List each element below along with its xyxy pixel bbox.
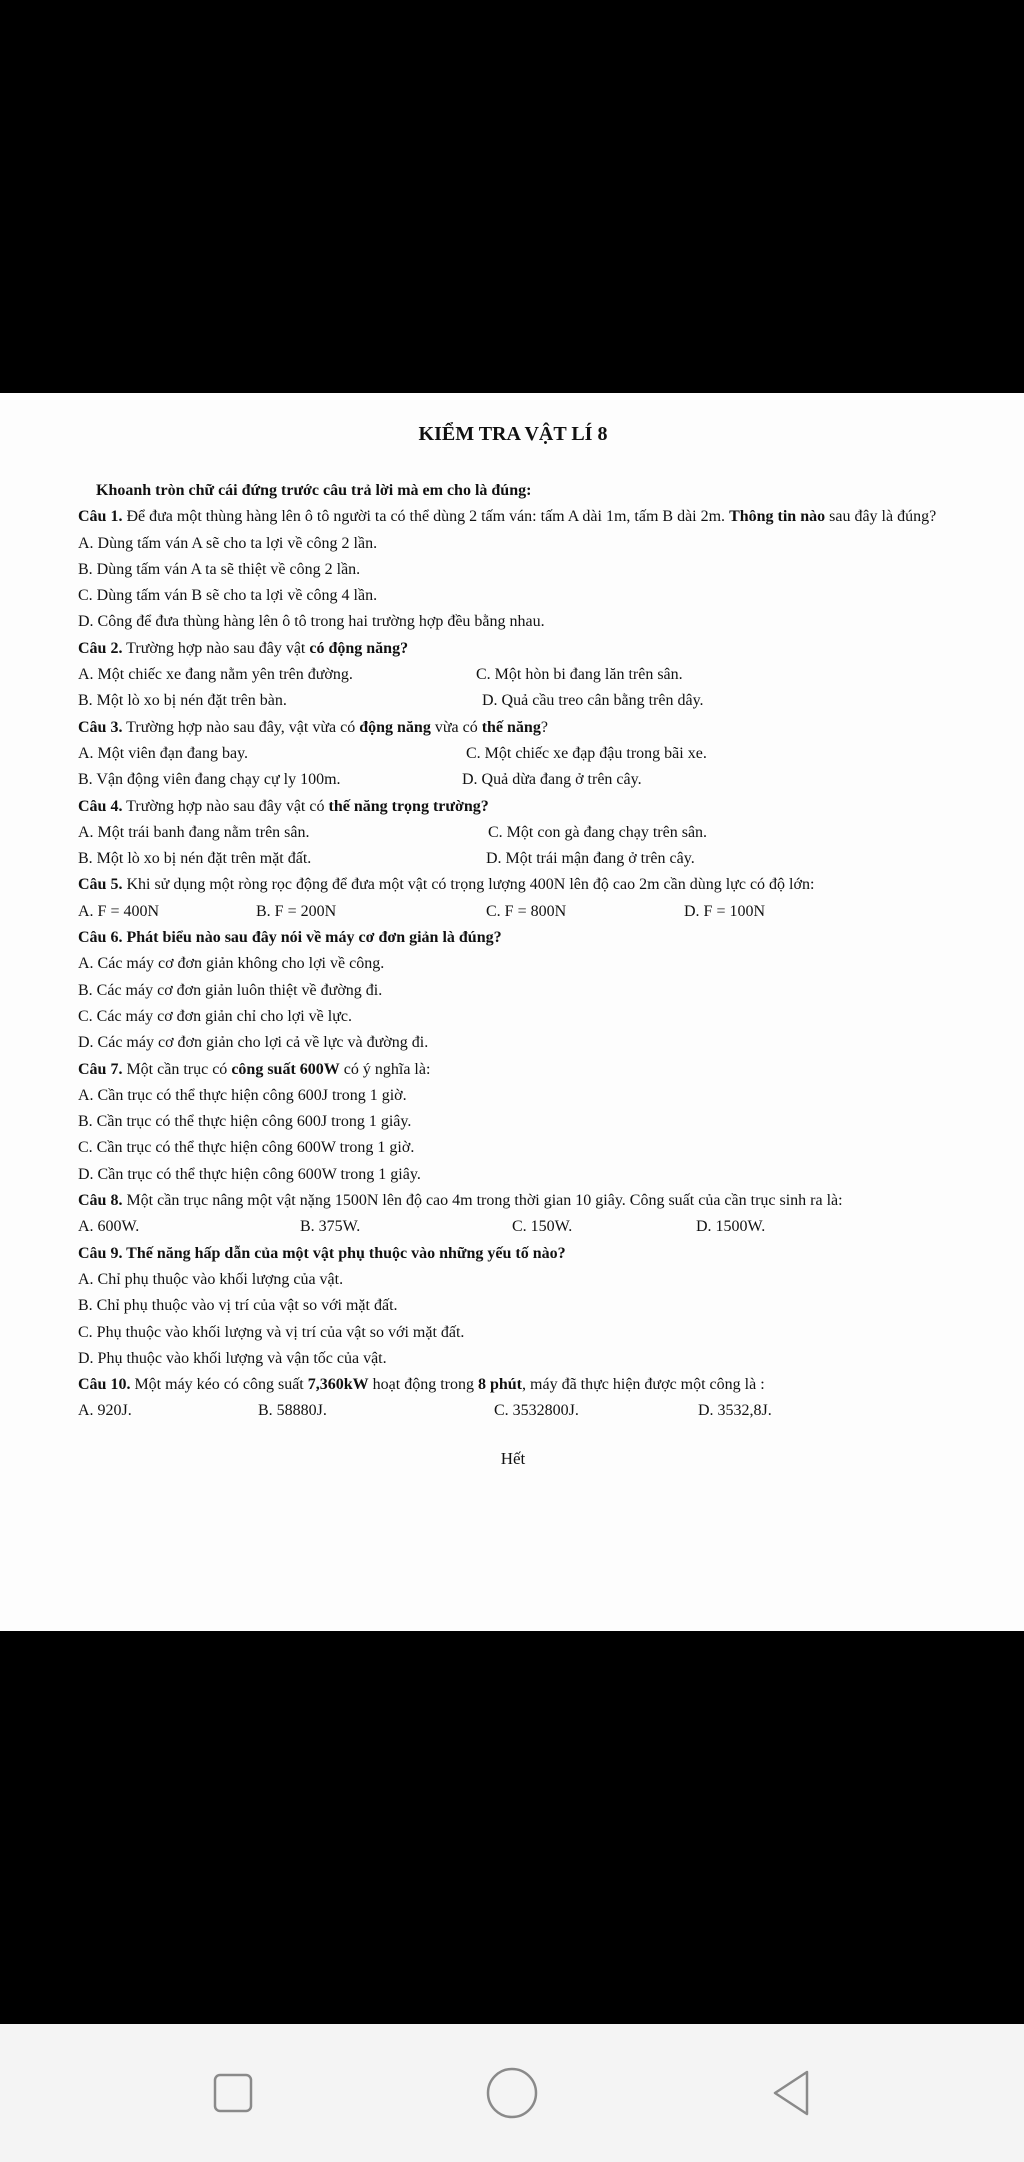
question-9-label: Câu 9. (78, 1244, 123, 1262)
q3-option-c[interactable]: C. Một chiếc xe đạp đậu trong bãi xe. (466, 744, 707, 762)
question-9-text: Thế năng hấp dẫn của một vật phụ thuộc vào những yếu tố nào? (122, 1244, 566, 1262)
q4-options-row-2 (78, 846, 948, 872)
q2-option-c[interactable]: C. Một hòn bi đang lăn trên sân. (476, 666, 683, 684)
back-triangle-icon (767, 2067, 815, 2119)
q2-option-b[interactable]: B. Một lò xo bị nén đặt trên bàn. (78, 692, 287, 710)
question-4-text: Trường hợp nào sau đây vật có (122, 797, 329, 815)
recent-apps-button[interactable] (198, 2058, 268, 2128)
top-black-area (0, 0, 1024, 393)
q5-option-b[interactable]: B. F = 200N (256, 902, 337, 920)
question-9 (78, 1241, 948, 1267)
q7-option-b[interactable]: B. Cần trục có thể thực hiện công 600J trong 1 giây. (78, 1113, 412, 1131)
question-7-text: Một cần trục có (122, 1060, 232, 1078)
q7-option-a[interactable]: A. Cần trục có thể thực hiện công 600J trong 1 giờ. (78, 1086, 407, 1104)
q8-option-b[interactable]: B. 375W. (300, 1218, 361, 1236)
q5-option-a[interactable]: A. F = 400N (78, 902, 160, 920)
q2-options-row-2 (78, 688, 948, 714)
question-4 (78, 794, 948, 820)
question-7-label: Câu 7. (78, 1060, 123, 1078)
q10-option-b[interactable]: B. 58880J. (258, 1402, 327, 1420)
q9-option-b[interactable]: B. Chỉ phụ thuộc vào vị trí của vật so với mặt đất. (78, 1297, 398, 1315)
q5-option-d[interactable]: D. F = 100N (684, 902, 766, 920)
question-3-bold-2: thế năng (481, 718, 541, 736)
q5-option-c[interactable]: C. F = 800N (486, 902, 567, 920)
question-4-label: Câu 4. (78, 797, 123, 815)
question-7-bold: công suất 600W (231, 1060, 340, 1078)
exam-document (0, 393, 1024, 1631)
end-marker: Hết (500, 1448, 526, 1468)
home-button[interactable] (477, 2058, 547, 2128)
square-icon (211, 2071, 255, 2115)
question-6-text: Phát biểu nào sau đây nói về máy cơ đơn giản là đúng? (122, 929, 502, 947)
q4-options-row-1 (78, 820, 948, 846)
q3-options-row-1 (78, 741, 948, 767)
q6-option-d[interactable]: D. Các máy cơ đơn giản cho lợi cả về lực và đường đi. (78, 1034, 429, 1052)
q2-option-a[interactable]: A. Một chiếc xe đang nằm yên trên đường. (78, 666, 353, 684)
question-1-label: Câu 1. (78, 508, 123, 526)
q10-option-a[interactable]: A. 920J. (78, 1402, 132, 1420)
question-2-text: Trường hợp nào sau đây vật (122, 639, 310, 657)
q3-option-d[interactable]: D. Quả dừa đang ở trên cây. (462, 771, 642, 789)
question-8-label: Câu 8. (78, 1192, 123, 1210)
q1-option-a[interactable]: A. Dùng tấm ván A sẽ cho ta lợi về công 2 lần. (78, 534, 378, 552)
q8-option-d[interactable]: D. 1500W. (696, 1218, 766, 1236)
question-5 (78, 872, 948, 898)
q9-option-a[interactable]: A. Chỉ phụ thuộc vào khối lượng của vật. (78, 1270, 344, 1288)
question-1-text: Để đưa một thùng hàng lên ô tô người ta có thể dùng 2 tấm ván: tấm A dài 1m, tấm B dài 2m. (122, 508, 730, 526)
q1-option-d[interactable]: D. Công để đưa thùng hàng lên ô tô trong hai trường hợp đều bằng nhau. (78, 613, 545, 631)
q4-option-d[interactable]: D. Một trái mận đang ở trên cây. (486, 850, 695, 868)
question-10-text-end: , máy đã thực hiện được một công là : (522, 1376, 765, 1394)
question-6 (78, 925, 948, 951)
question-2 (78, 636, 948, 662)
question-6-label: Câu 6. (78, 929, 123, 947)
question-3-bold-1: động năng (359, 718, 431, 736)
navigation-bar (0, 2024, 1024, 2162)
q10-options-row (78, 1398, 948, 1424)
instruction: Khoanh tròn chữ cái đứng trước câu trả lời mà em cho là đúng: (96, 482, 532, 499)
q10-option-d[interactable]: D. 3532,8J. (698, 1402, 772, 1420)
question-7-text-end: có ý nghĩa là: (339, 1060, 431, 1078)
question-10-bold-2: 8 phút (477, 1376, 523, 1394)
question-5-label: Câu 5. (78, 876, 123, 894)
question-4-bold: thế năng trọng trường? (328, 797, 489, 815)
q10-option-c[interactable]: C. 3532800J. (494, 1402, 579, 1420)
q6-option-a[interactable]: A. Các máy cơ đơn giản không cho lợi về công. (78, 955, 385, 973)
q8-option-a[interactable]: A. 600W. (78, 1218, 140, 1236)
question-7 (78, 1057, 948, 1083)
question-2-label: Câu 2. (78, 639, 123, 657)
q2-option-d[interactable]: D. Quả cầu treo cân bằng trên dây. (482, 692, 704, 710)
q9-option-c[interactable]: C. Phụ thuộc vào khối lượng và vị trí của vật so với mặt đất. (78, 1323, 465, 1341)
question-10-text: Một máy kéo có công suất (130, 1376, 308, 1394)
q6-option-c[interactable]: C. Các máy cơ đơn giản chỉ cho lợi về lực. (78, 1007, 352, 1025)
q1-option-b[interactable]: B. Dùng tấm ván A ta sẽ thiệt về công 2 lần. (78, 560, 361, 578)
question-3 (78, 715, 948, 741)
q8-option-c[interactable]: C. 150W. (512, 1218, 573, 1236)
question-5-text: Khi sử dụng một ròng rọc động để đưa một vật có trọng lượng 400N lên độ cao 2m cần dùng lực có độ lớn: (122, 876, 815, 894)
question-10-bold-1: 7,360kW (307, 1376, 369, 1394)
q9-option-d[interactable]: D. Phụ thuộc vào khối lượng và vận tốc của vật. (78, 1349, 387, 1367)
q2-options-row-1 (78, 662, 948, 688)
question-8 (78, 1188, 948, 1214)
q5-options-row (78, 899, 948, 925)
question-8-text: Một cần trục nâng một vật nặng 1500N lên độ cao 4m trong thời gian 10 giây. Công suất của cần trục sinh ra là: (122, 1192, 843, 1210)
question-3-label: Câu 3. (78, 718, 123, 736)
question-1-bold: Thông tin nào (729, 508, 826, 526)
page-title: KIỂM TRA VẬT LÍ 8 (418, 423, 608, 445)
question-10-text-mid: hoạt động trong (368, 1376, 478, 1394)
q3-option-b[interactable]: B. Vận động viên đang chạy cự ly 100m. (78, 771, 341, 789)
q3-option-a[interactable]: A. Một viên đạn đang bay. (78, 744, 249, 762)
q1-option-c[interactable]: C. Dùng tấm ván B sẽ cho ta lợi về công 4 lần. (78, 587, 378, 605)
question-10-label: Câu 10. (78, 1376, 131, 1394)
q4-option-c[interactable]: C. Một con gà đang chạy trên sân. (488, 823, 708, 841)
circle-icon (484, 2065, 540, 2121)
question-10 (78, 1372, 948, 1398)
q4-option-a[interactable]: A. Một trái banh đang nằm trên sân. (78, 823, 310, 841)
question-3-text-end: ? (540, 718, 548, 736)
back-button[interactable] (756, 2058, 826, 2128)
q6-option-b[interactable]: B. Các máy cơ đơn giản luôn thiệt về đường đi. (78, 981, 383, 999)
q7-option-d[interactable]: D. Cần trục có thể thực hiện công 600W trong 1 giây. (78, 1165, 421, 1183)
q4-option-b[interactable]: B. Một lò xo bị nén đặt trên mặt đất. (78, 850, 312, 868)
question-1-text-end: sau đây là đúng? (825, 508, 937, 526)
q7-option-c[interactable]: C. Cần trục có thể thực hiện công 600W trong 1 giờ. (78, 1139, 415, 1157)
question-1 (78, 504, 948, 530)
bottom-black-area (0, 1631, 1024, 2024)
q8-options-row (78, 1214, 948, 1240)
q3-options-row-2 (78, 767, 948, 793)
question-3-text-mid: vừa có (430, 718, 482, 736)
question-3-text: Trường hợp nào sau đây, vật vừa có (122, 718, 360, 736)
question-2-bold: có động năng? (309, 639, 409, 657)
